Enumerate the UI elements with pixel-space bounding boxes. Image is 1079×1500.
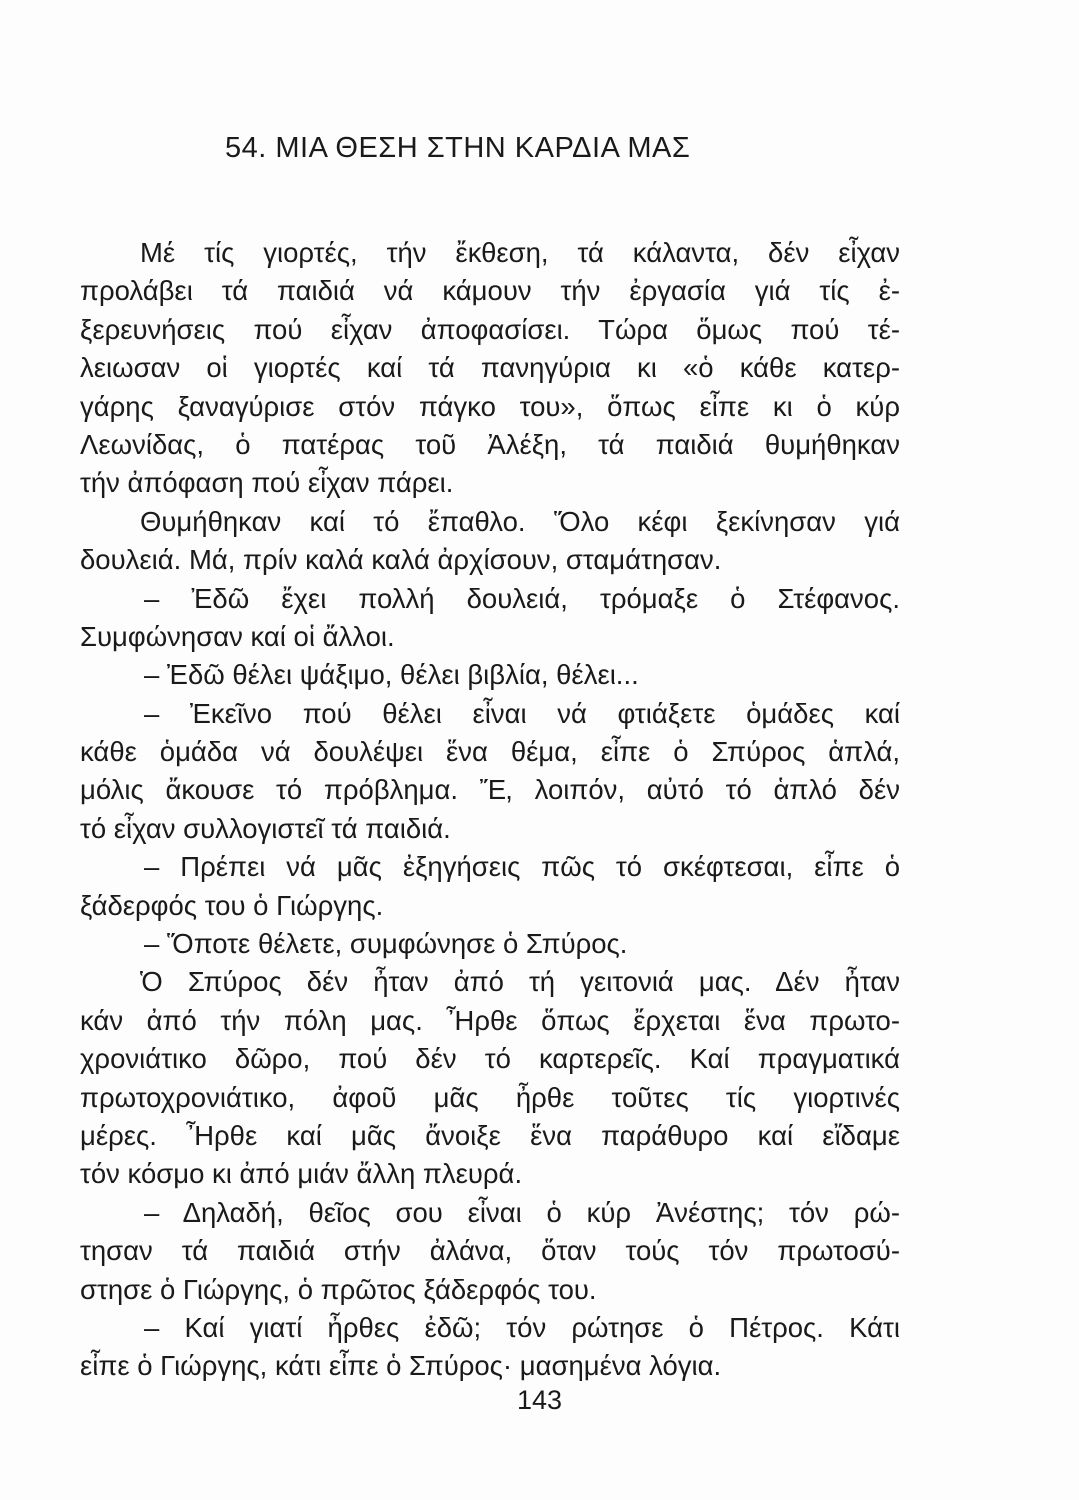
- text-line: – Πρέπει νά μᾶς ἐξηγήσεις πῶς τό σκέφτεσαι, εἶπε ὁ: [144, 851, 900, 883]
- body-text: [80, 234, 900, 1386]
- text-line: στησε ὁ Γιώργης, ὁ πρῶτος ξάδερφός του.: [80, 1273, 597, 1305]
- page-number: 143: [516, 1385, 563, 1415]
- text-line: κάν ἀπό τήν πόλη μας. Ἦρθε ὅπως ἔρχεται ἕνα πρωτο-: [80, 1004, 900, 1036]
- text-line: μέρες. Ἦρθε καί μᾶς ἄνοιξε ἕνα παράθυρο καί εἴδαμε: [80, 1119, 900, 1151]
- text-line: – Δηλαδή, θεῖος σου εἶναι ὁ κύρ Ἀνέστης; τόν ρώ-: [144, 1196, 900, 1228]
- text-line: χρονιάτικο δῶρο, πού δέν τό καρτερεῖς. Καί πραγματικά: [80, 1043, 900, 1075]
- text-line: Θυμήθηκαν καί τό ἔπαθλο. Ὅλο κέφι ξεκίνησαν γιά: [140, 505, 900, 537]
- text-line: προλάβει τά παιδιά νά κάμουν τήν ἐργασία γιά τίς ἐ-: [80, 275, 900, 307]
- text-line: – Ἐκεῖνο πού θέλει εἶναι νά φτιάξετε ὁμάδες καί: [144, 697, 900, 729]
- text-line: γάρης ξαναγύρισε στόν πάγκο του», ὅπως εἶπε κι ὁ κύρ: [80, 390, 900, 422]
- text-line: – Καί γιατί ἦρθες ἐδῶ; τόν ρώτησε ὁ Πέτρος. Κάτι: [144, 1311, 900, 1343]
- text-line: – Ἐδῶ θέλει ψάξιμο, θέλει βιβλία, θέλει...: [144, 659, 639, 691]
- text-line: τό εἶχαν συλλογιστεῖ τά παιδιά.: [80, 812, 451, 844]
- text-line: τήν ἀπόφαση πού εἶχαν πάρει.: [80, 467, 454, 499]
- chapter-title: 54. ΜΙΑ ΘΕΣΗ ΣΤΗΝ ΚΑΡΔΙΑ ΜΑΣ: [225, 132, 691, 164]
- text-line: τόν κόσμο κι ἀπό μιάν ἄλλη πλευρά.: [80, 1158, 523, 1190]
- text-line: Λεωνίδας, ὁ πατέρας τοῦ Ἀλέξη, τά παιδιά θυμήθηκαν: [80, 428, 900, 460]
- text-line: δουλειά. Μά, πρίν καλά καλά ἀρχίσουν, σταμάτησαν.: [80, 544, 722, 576]
- text-line: εἶπε ὁ Γιώργης, κάτι εἶπε ὁ Σπύρος· μασημένα λόγια.: [80, 1350, 722, 1382]
- text-line: κάθε ὁμάδα νά δουλέψει ἕνα θέμα, εἶπε ὁ Σπύρος ἁπλά,: [80, 736, 900, 768]
- text-line: μόλις ἄκουσε τό πρόβλημα. Ἔ, λοιπόν, αὐτό τό ἁπλό δέν: [80, 774, 900, 806]
- text-line: ξάδερφός του ὁ Γιώργης.: [80, 889, 384, 921]
- text-line: Συμφώνησαν καί οἱ ἄλλοι.: [80, 620, 395, 652]
- text-line: Ὁ Σπύρος δέν ἦταν ἀπό τή γειτονιά μας. Δέν ἦταν: [140, 966, 900, 998]
- text-line: πρωτοχρονιάτικο, ἀφοῦ μᾶς ἦρθε τοῦτες τίς γιορτινές: [80, 1081, 900, 1113]
- text-line: ξερευνήσεις πού εἶχαν ἀποφασίσει. Τώρα ὅμως πού τέ-: [80, 313, 900, 345]
- text-line: λειωσαν οἱ γιορτές καί τά πανηγύρια κι «ὁ κάθε κατερ-: [80, 352, 900, 384]
- text-line: – Ἐδῶ ἔχει πολλή δουλειά, τρόμαξε ὁ Στέφανος.: [144, 582, 900, 614]
- text-line: Μέ τίς γιορτές, τήν ἔκθεση, τά κάλαντα, δέν εἶχαν: [140, 237, 900, 268]
- text-line: τησαν τά παιδιά στήν ἀλάνα, ὅταν τούς τόν πρωτοσύ-: [80, 1235, 900, 1267]
- text-line: – Ὅποτε θέλετε, συμφώνησε ὁ Σπύρος.: [144, 928, 628, 960]
